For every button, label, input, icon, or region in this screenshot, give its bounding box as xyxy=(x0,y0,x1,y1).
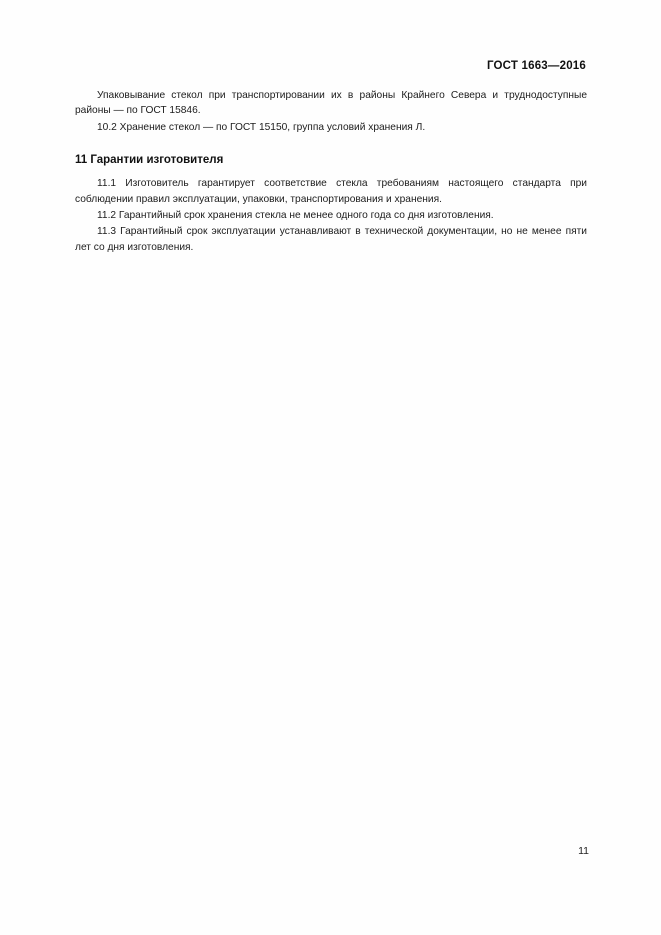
paragraph-10-2-storage: 10.2 Хранение стекол — по ГОСТ 15150, группа условий хранения Л. xyxy=(97,121,426,133)
paragraph-11-3: 11.3 Гарантийный срок эксплуатации устанавливают в технической документации, но не менее пяти лет со дня изготовления. xyxy=(75,226,587,253)
page-header-standard-number: ГОСТ 1663—2016 xyxy=(486,60,586,72)
paragraph-11-2: 11.2 Гарантийный срок хранения стекла не менее одного года со дня изготовления. xyxy=(97,210,494,222)
section-heading-11: 11 Гарантии изготовителя xyxy=(75,154,224,167)
paragraph-11-1: 11.1 Изготовитель гарантирует соответствие стекла требованиям настоящего стандарта при соблюдении правил эксплуатации, упаковки, транспортирования и хранения. xyxy=(75,178,587,205)
page-number: 11 xyxy=(578,845,589,857)
document-body xyxy=(75,88,587,255)
paragraph-packaging-transport: Упаковывание стекол при транспортировании их в районы Крайнего Севера и труднодоступные районы — по ГОСТ 15846. xyxy=(75,90,587,117)
